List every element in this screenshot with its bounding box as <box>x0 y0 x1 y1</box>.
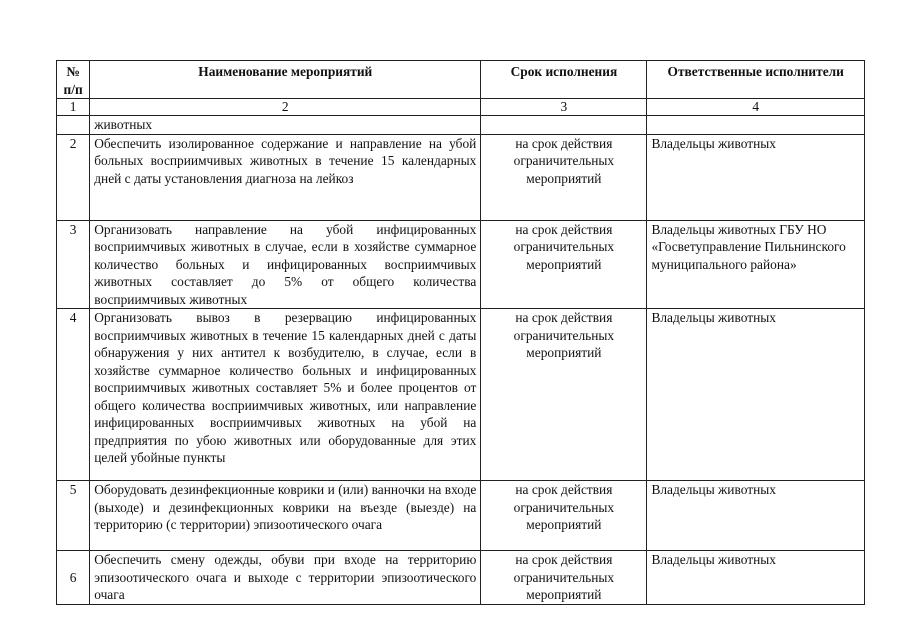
measures-table <box>56 60 865 605</box>
row-term: на срок действия ограничительных мероприятий <box>481 220 647 309</box>
row-term: на срок действия ограничительных мероприятий <box>481 551 647 605</box>
row-responsible: Владельцы животных <box>647 481 865 551</box>
column-number-row <box>57 99 865 116</box>
row-measure: Оборудовать дезинфекционные коврики и (или) ванночки на входе (выходе) и дезинфекционных коврики на въезде (выезде) на территорию (с территории) эпизоотического очага <box>90 481 481 551</box>
row-term: на срок действия ограничительных мероприятий <box>481 481 647 551</box>
row-number: 6 <box>57 551 90 605</box>
continuation-text: животных <box>90 116 481 135</box>
col-number-1: 1 <box>57 99 90 116</box>
header-num: № п/п <box>57 61 90 99</box>
row-number: 5 <box>57 481 90 551</box>
table-row <box>57 134 865 220</box>
row-responsible: Владельцы животных <box>647 134 865 220</box>
row-measure: Обеспечить изолированное содержание и направление на убой больных восприимчивых животных в течение 15 календарных дней с даты установления диагноза на лейкоз <box>90 134 481 220</box>
row-measure: Организовать направление на убой инфицированных восприимчивых животных в случае, если в хозяйстве суммарное количество больных и инфицированных восприимчивых животных составляет до 5% от общего количества восприимчивых животных <box>90 220 481 309</box>
header-name: Наименование мероприятий <box>90 61 481 99</box>
header-resp: Ответственные исполнители <box>647 61 865 99</box>
col-number-3: 3 <box>481 99 647 116</box>
continuation-row <box>57 116 865 135</box>
row-responsible: Владельцы животных <box>647 309 865 481</box>
row-responsible: Владельцы животных <box>647 551 865 605</box>
table-row <box>57 551 865 605</box>
row-measure: Обеспечить смену одежды, обуви при входе на территорию эпизоотического очага и выходе с территории эпизоотического очага <box>90 551 481 605</box>
table-row <box>57 309 865 481</box>
table-row <box>57 220 865 309</box>
row-measure: Организовать вывоз в резервацию инфицированных восприимчивых животных в течение 15 календарных дней с даты обнаружения у них антител к возбудителю, в случае, если в хозяйстве суммарное количество больных и инфицированных восприимчивых животных составляет 5% и более процентов от общего количества восприимчивых животных, или направление инфицированных восприимчивых животных на убой на предприятия по убою животных или оборудованные для этих целей убойные пункты <box>90 309 481 481</box>
col-number-4: 4 <box>647 99 865 116</box>
row-term: на срок действия ограничительных мероприятий <box>481 309 647 481</box>
row-responsible: Владельцы животных ГБУ НО «Госветуправление Пильнинского муниципального района» <box>647 220 865 309</box>
row-number: 4 <box>57 309 90 481</box>
row-number: 2 <box>57 134 90 220</box>
header-term: Срок исполнения <box>481 61 647 99</box>
row-number: 3 <box>57 220 90 309</box>
header-row <box>57 61 865 99</box>
col-number-2: 2 <box>90 99 481 116</box>
table-row <box>57 481 865 551</box>
row-term: на срок действия ограничительных мероприятий <box>481 134 647 220</box>
